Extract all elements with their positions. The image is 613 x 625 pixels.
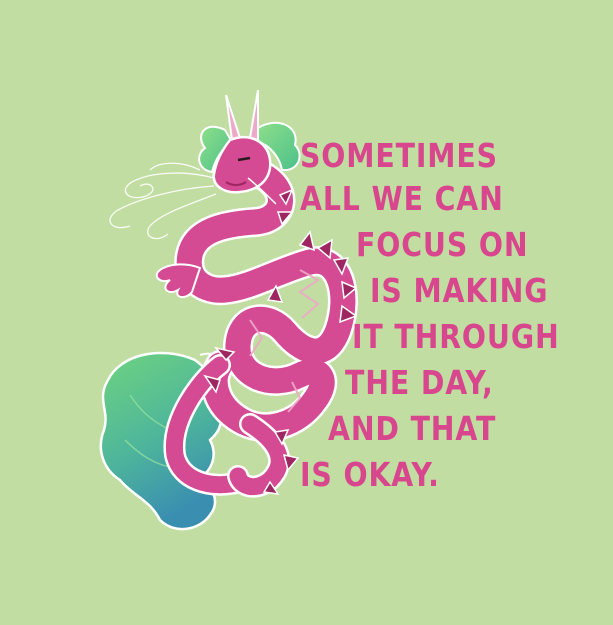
quote-line-7: AND THAT: [328, 409, 497, 448]
quote-line-4: IS MAKING: [370, 271, 549, 310]
quote-line-3: FOCUS ON: [356, 225, 529, 264]
quote-line-2: ALL WE CAN: [300, 179, 504, 218]
quote-line-5: IT THROUGH: [352, 317, 560, 356]
quote-line-8: IS OKAY.: [300, 455, 440, 494]
horns: [226, 90, 258, 140]
quote-line-6: THE DAY,: [345, 363, 494, 402]
quote-line-1: SOMETIMES: [300, 136, 498, 175]
